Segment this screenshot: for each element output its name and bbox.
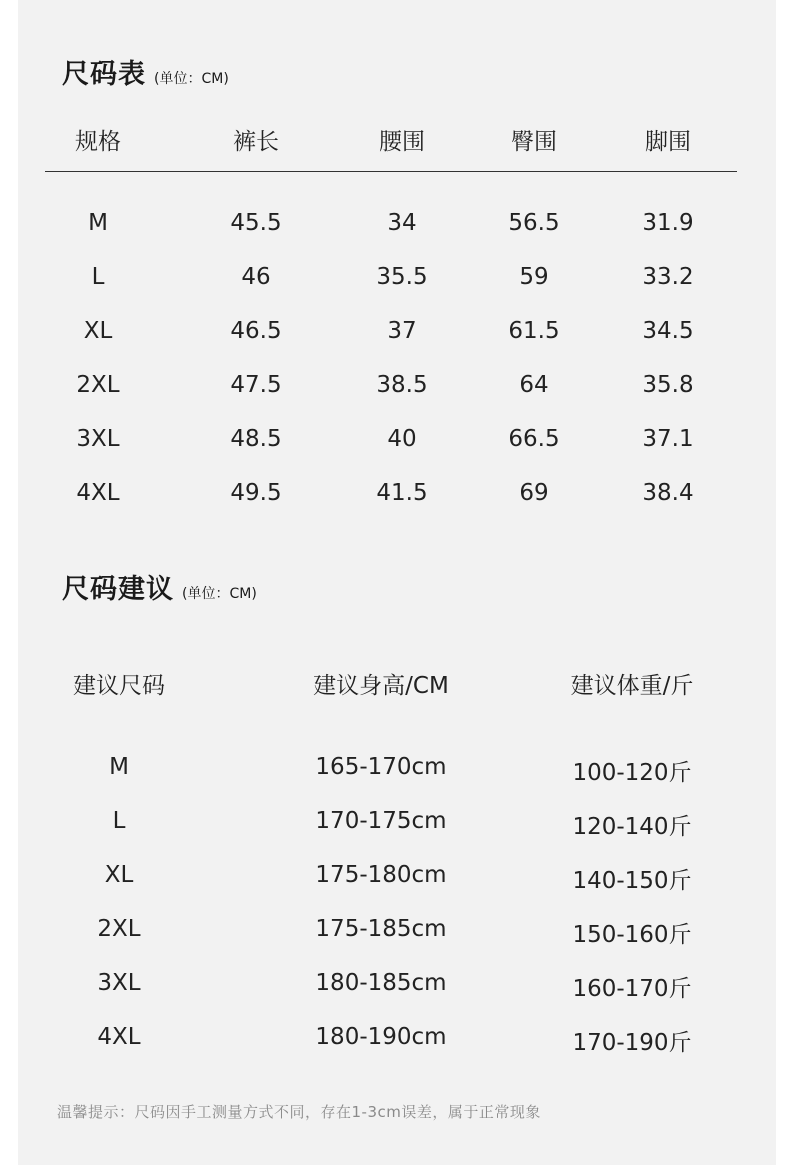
size-chart-value-cell: 48.5 (230, 426, 282, 452)
size-chart-value-cell: 46.5 (230, 318, 282, 344)
size-chart-value-cell: 33.2 (642, 264, 694, 290)
size-chart-value-cell: 66.5 (508, 426, 560, 452)
size-chart-value-cell: 37.1 (642, 426, 694, 452)
size-advice-value-cell: 150-160斤 (572, 922, 692, 948)
size-chart-size-cell: 3XL (76, 426, 120, 452)
size-advice-value-cell: 180-190cm (315, 1024, 447, 1050)
size-advice-value-cell: 140-150斤 (572, 868, 692, 894)
size-chart-value-cell: 45.5 (230, 210, 282, 236)
size-advice-column-header: 建议身高/CM (313, 673, 449, 699)
size-advice-column-header: 建议体重/斤 (570, 673, 694, 699)
size-advice-size-cell: 2XL (97, 916, 141, 942)
size-advice-value-cell: 165-170cm (315, 754, 447, 780)
size-chart-value-cell: 61.5 (508, 318, 560, 344)
size-chart-value-cell: 69 (519, 480, 549, 506)
size-advice-size-cell: 4XL (97, 1024, 141, 1050)
size-advice-value-cell: 180-185cm (315, 970, 447, 996)
size-advice-size-cell: 3XL (97, 970, 141, 996)
size-chart-value-cell: 46 (241, 264, 271, 290)
size-chart-value-cell: 59 (519, 264, 549, 290)
size-advice-size-cell: XL (104, 862, 134, 888)
size-advice-size-cell: L (112, 808, 126, 834)
size-chart-column-header: 腰围 (379, 129, 425, 155)
size-advice-value-cell: 175-185cm (315, 916, 447, 942)
size-advice-unit: (单位：CM) (182, 586, 257, 602)
size-chart-size-cell: XL (83, 318, 113, 344)
size-chart-value-cell: 64 (519, 372, 549, 398)
size-advice-value-cell: 160-170斤 (572, 976, 692, 1002)
size-chart-value-cell: 37 (387, 318, 417, 344)
size-advice-value-cell: 120-140斤 (572, 814, 692, 840)
size-chart-column-header: 裤长 (233, 129, 279, 155)
size-chart-value-cell: 47.5 (230, 372, 282, 398)
size-chart-column-header: 脚围 (645, 129, 691, 155)
size-chart-size-cell: M (88, 210, 108, 236)
size-advice-title (62, 567, 257, 606)
size-chart-value-cell: 41.5 (376, 480, 428, 506)
size-chart-size-cell: 2XL (76, 372, 120, 398)
size-chart-value-cell: 34 (387, 210, 417, 236)
size-chart-value-cell: 31.9 (642, 210, 694, 236)
size-chart-column-header: 规格 (75, 129, 121, 155)
size-chart-value-cell: 38.4 (642, 480, 694, 506)
size-chart-size-cell: 4XL (76, 480, 120, 506)
size-chart-value-cell: 40 (387, 426, 417, 452)
size-chart-value-cell: 35.5 (376, 264, 428, 290)
size-chart-value-cell: 35.8 (642, 372, 694, 398)
size-chart-size-cell: L (91, 264, 105, 290)
size-advice-size-cell: M (109, 754, 129, 780)
header-divider (45, 171, 737, 172)
size-advice-value-cell: 170-175cm (315, 808, 447, 834)
size-chart-heading: 尺码表 (62, 59, 146, 90)
size-advice-value-cell: 175-180cm (315, 862, 447, 888)
size-chart-column-header: 臀围 (511, 129, 557, 155)
size-advice-heading: 尺码建议 (62, 574, 174, 605)
measurement-tip: 温馨提示：尺码因手工测量方式不同，存在1-3cm误差，属于正常现象 (57, 1103, 541, 1121)
size-chart-value-cell: 56.5 (508, 210, 560, 236)
size-advice-value-cell: 170-190斤 (572, 1030, 692, 1056)
size-advice-value-cell: 100-120斤 (572, 760, 692, 786)
size-chart-value-cell: 49.5 (230, 480, 282, 506)
size-chart-title (62, 52, 229, 91)
size-chart-value-cell: 38.5 (376, 372, 428, 398)
size-advice-column-header: 建议尺码 (73, 673, 165, 699)
size-chart-value-cell: 34.5 (642, 318, 694, 344)
size-chart-unit: (单位：CM) (154, 71, 229, 87)
